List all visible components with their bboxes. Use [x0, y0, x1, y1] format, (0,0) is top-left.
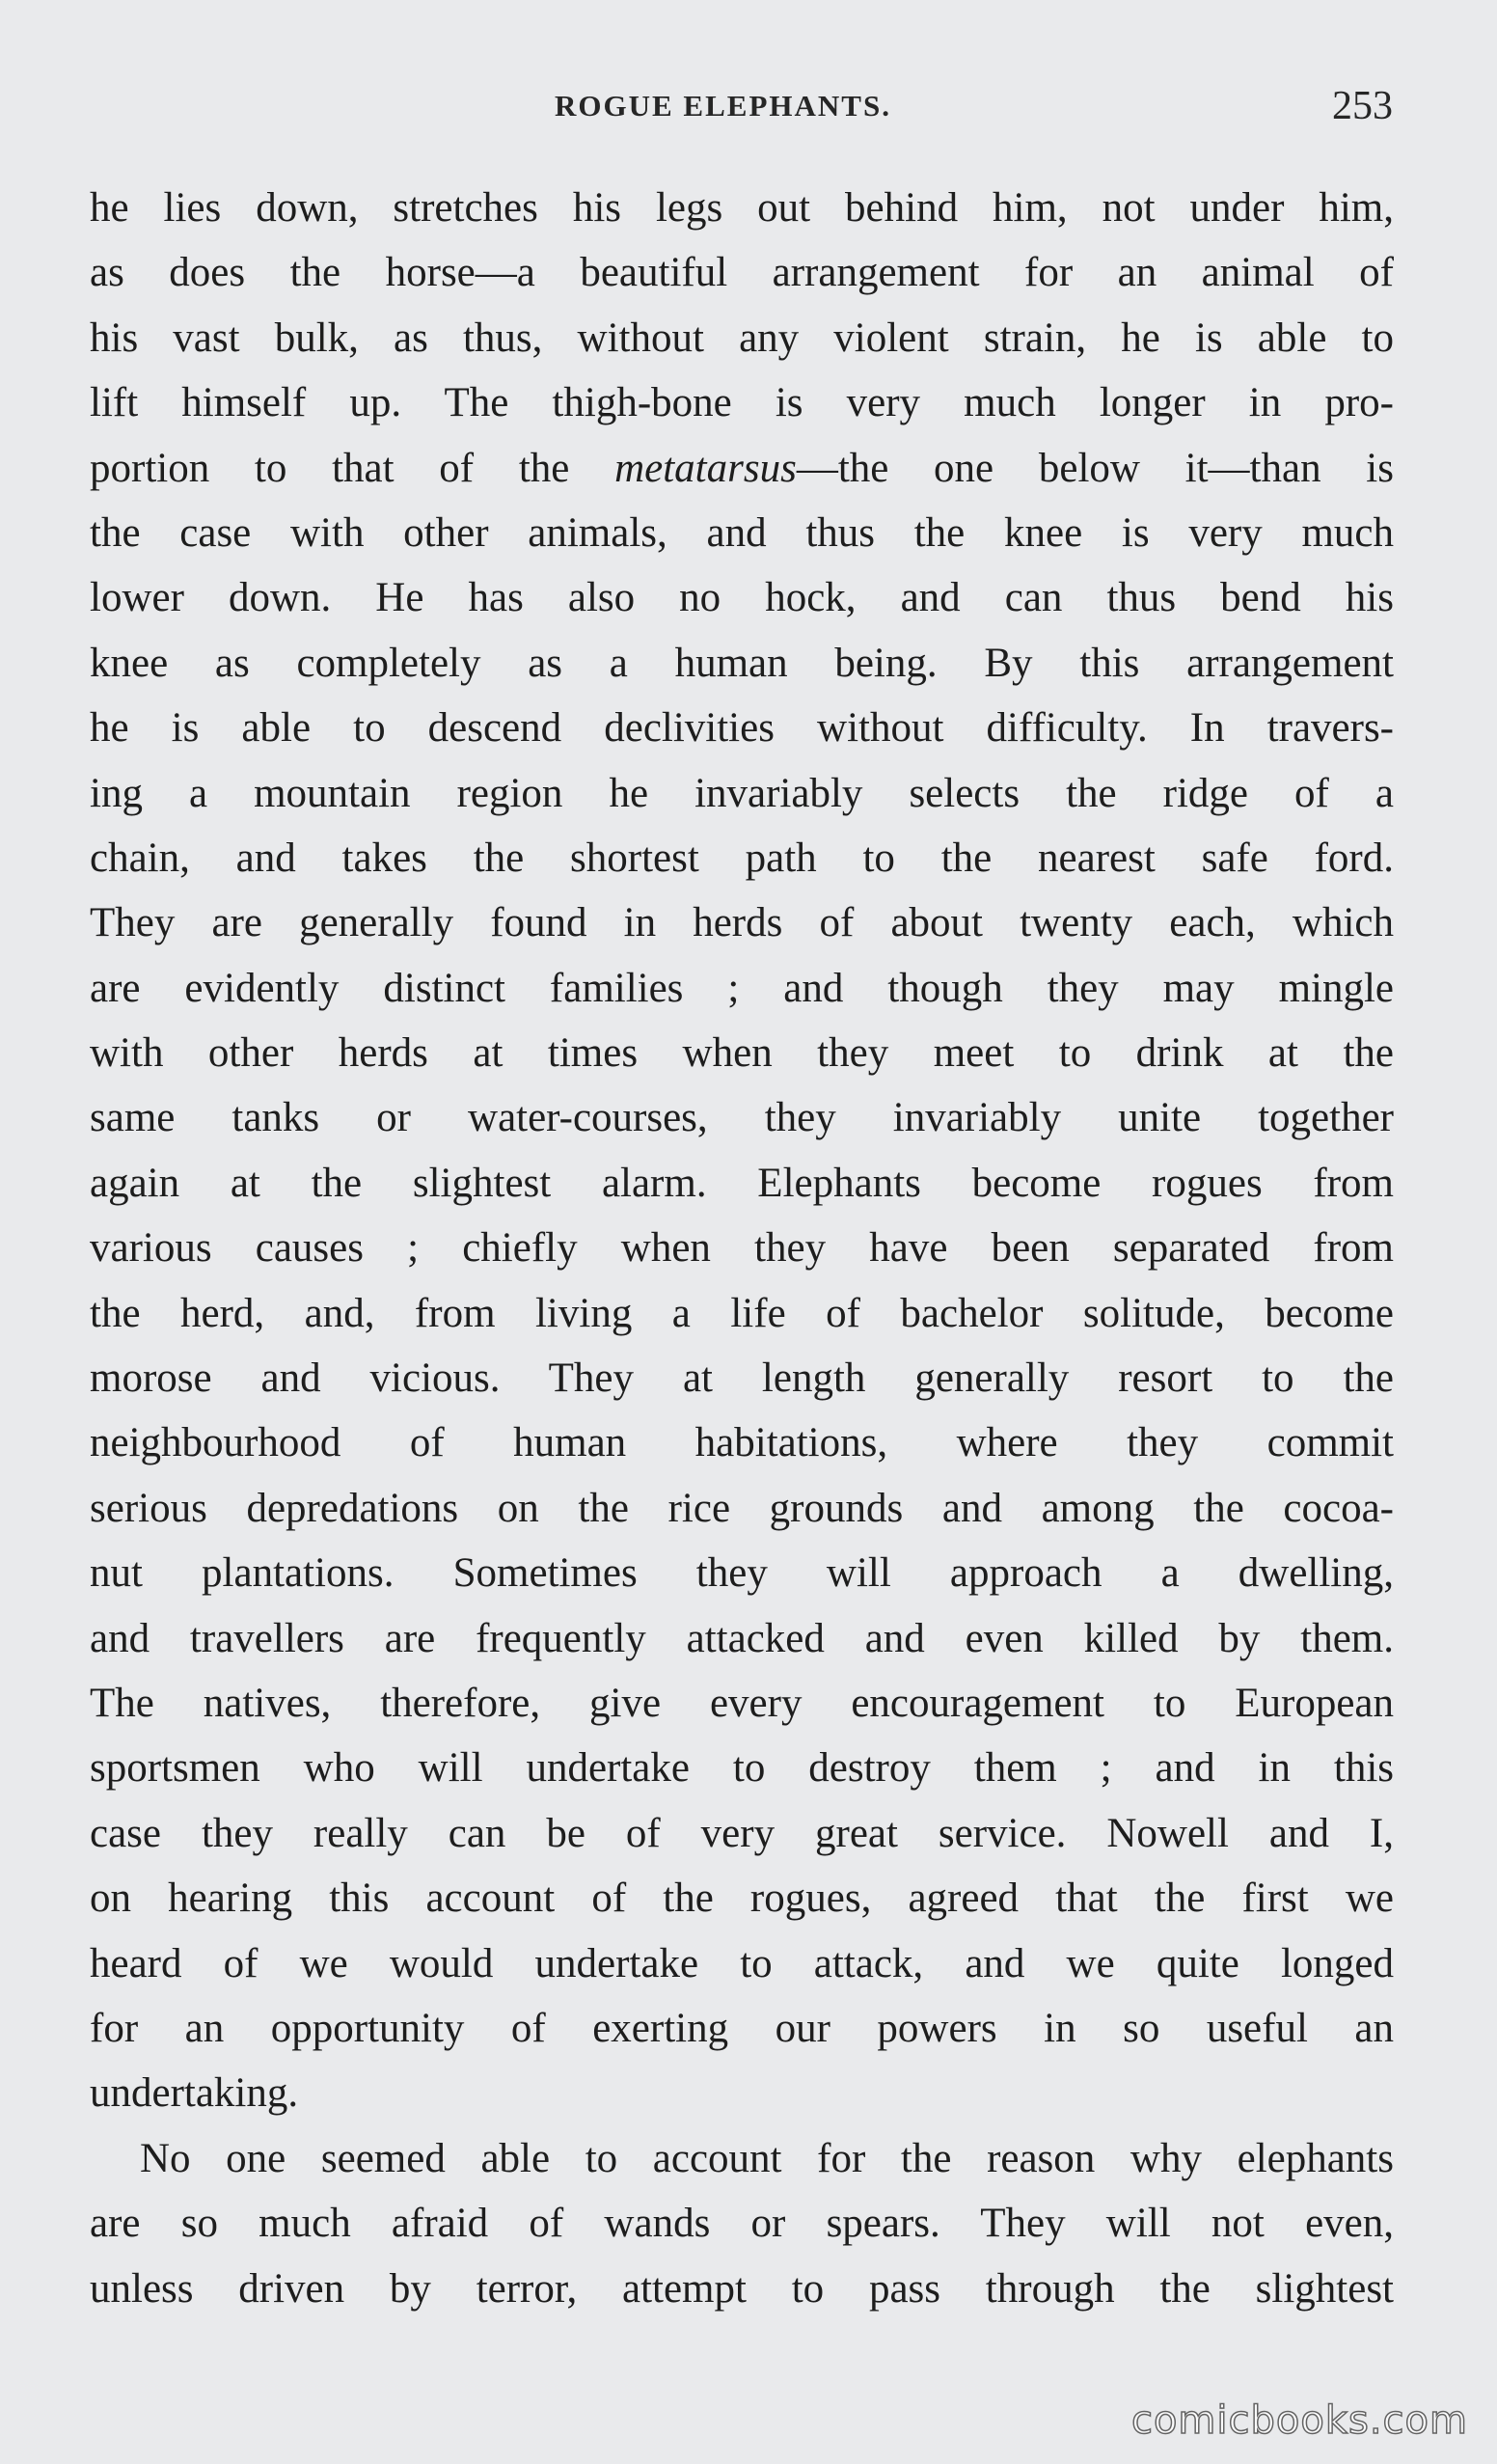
text-line: on hearing this account of the rogues, agreed that the first we	[90, 1875, 1394, 1922]
italic-term: metatarsus	[614, 445, 797, 491]
text-line: and travellers are frequently attacked and even killed by them.	[90, 1615, 1394, 1661]
text-line: morose and vicious. They at length generally resort to the	[90, 1355, 1394, 1402]
text-line: are evidently distinct families ; and though they may mingle	[90, 965, 1394, 1011]
text-line: neighbourhood of human habitations, where they commit	[90, 1420, 1394, 1466]
text-line: No one seemed able to account for the reason why elephants	[140, 2135, 1394, 2181]
text-line: with other herds at times when they meet to drink at the	[90, 1030, 1394, 1077]
site-watermark: comicbooks.com	[1130, 2398, 1468, 2443]
text-line: unless driven by terror, attempt to pass through the slightest	[90, 2265, 1394, 2312]
text-line: lift himself up. The thigh-bone is very much longer in pro-	[90, 380, 1394, 426]
text-line: They are generally found in herds of about twenty each, which	[90, 900, 1394, 946]
text-line: lower down. He has also no hock, and can thus bend his	[90, 575, 1394, 621]
text-line: knee as completely as a human being. By this arrangement	[90, 640, 1394, 686]
text-line: same tanks or water-courses, they invariably unite together	[90, 1095, 1394, 1141]
text-line: are so much afraid of wands or spears. They will not even,	[90, 2201, 1394, 2247]
text-line: again at the slightest alarm. Elephants become rogues from	[90, 1160, 1394, 1206]
text-line: chain, and takes the shortest path to the nearest safe ford.	[90, 835, 1394, 881]
text-line: nut plantations. Sometimes they will approach a dwelling,	[90, 1550, 1394, 1597]
text-line: he lies down, stretches his legs out behind him, not under him,	[90, 185, 1394, 231]
text-line: for an opportunity of exerting our powers in so useful an	[90, 2005, 1394, 2051]
body-text	[90, 176, 1394, 2321]
running-title: ROGUE ELEPHANTS.	[555, 89, 891, 123]
text-line: The natives, therefore, give every encouragement to European	[90, 1680, 1394, 1726]
text-line: serious depredations on the rice grounds and among the cocoa-	[90, 1485, 1394, 1531]
text-line: portion to that of the metatarsus—the one below it—than is	[90, 445, 1394, 491]
text-line: undertaking.	[90, 2070, 299, 2117]
page-number: 253	[1332, 84, 1393, 128]
text-line: heard of we would undertake to attack, and we quite longed	[90, 1940, 1394, 1986]
text-line: as does the horse—a beautiful arrangement for an animal of	[90, 250, 1394, 296]
text-line: sportsmen who will undertake to destroy them ; and in this	[90, 1745, 1394, 1792]
text-line: various causes ; chiefly when they have been separated from	[90, 1225, 1394, 1272]
text-line: his vast bulk, as thus, without any violent strain, he is able to	[90, 315, 1394, 361]
text-line: case they really can be of very great service. Nowell and I,	[90, 1810, 1394, 1856]
text-line: the case with other animals, and thus the knee is very much	[90, 509, 1394, 556]
text-line: ing a mountain region he invariably selects the ridge of a	[90, 770, 1394, 816]
text-line: he is able to descend declivities without difficulty. In travers-	[90, 705, 1394, 752]
text-line: the herd, and, from living a life of bachelor solitude, become	[90, 1290, 1394, 1336]
